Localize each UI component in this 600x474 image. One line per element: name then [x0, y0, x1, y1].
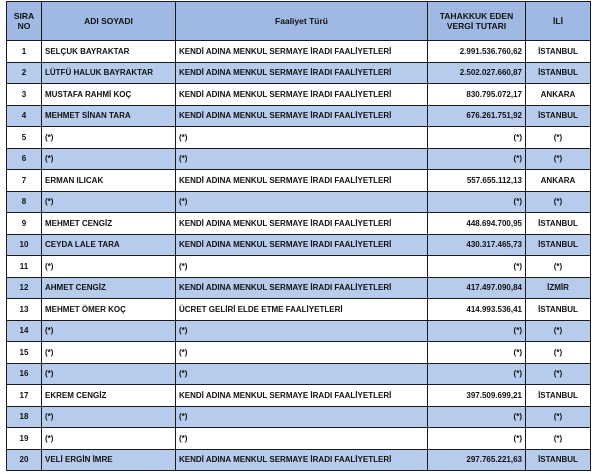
city-cell: (*)	[526, 342, 591, 364]
sira-no-cell: 17	[7, 385, 42, 407]
tax-amount-cell: 417.497.090,84	[428, 277, 526, 299]
table-row	[7, 84, 591, 106]
name-cell: (*)	[42, 406, 176, 428]
header-vergi-tutari	[428, 2, 526, 41]
activity-cell: KENDİ ADINA MENKUL SERMAYE İRADI FAALİYETLERİ	[176, 213, 428, 235]
header-sira-no-line1: SIRA	[13, 11, 35, 21]
activity-cell: KENDİ ADINA MENKUL SERMAYE İRADI FAALİYETLERİ	[176, 234, 428, 256]
activity-cell: (*)	[176, 320, 428, 342]
name-cell: MUSTAFA RAHMİ KOÇ	[42, 84, 176, 106]
city-cell: ANKARA	[526, 170, 591, 192]
header-vergi-tutari-line1: TAHAKKUK EDEN	[439, 11, 514, 21]
taxpayer-table	[6, 1, 591, 471]
table-body	[7, 41, 591, 471]
tax-amount-cell: 830.795.072,17	[428, 84, 526, 106]
sira-no-cell: 12	[7, 277, 42, 299]
name-cell: MEHMET SİNAN TARA	[42, 105, 176, 127]
header-sira-no	[7, 2, 42, 41]
city-cell: ANKARA	[526, 84, 591, 106]
sira-no-cell: 5	[7, 127, 42, 149]
table-row	[7, 428, 591, 450]
city-cell: İSTANBUL	[526, 105, 591, 127]
header-adi-soyadi: ADI SOYADI	[42, 2, 176, 41]
name-cell: (*)	[42, 127, 176, 149]
header-ili: İLİ	[526, 2, 591, 41]
city-cell: (*)	[526, 406, 591, 428]
tax-amount-cell: 397.509.699,21	[428, 385, 526, 407]
city-cell: İSTANBUL	[526, 213, 591, 235]
sira-no-cell: 7	[7, 170, 42, 192]
activity-cell: ÜCRET GELİRİ ELDE ETME FAALİYETLERİ	[176, 299, 428, 321]
sira-no-cell: 15	[7, 342, 42, 364]
header-sira-no-line2: NO	[17, 21, 31, 31]
table-row	[7, 342, 591, 364]
name-cell: LÜTFÜ HALUK BAYRAKTAR	[42, 62, 176, 84]
activity-cell: (*)	[176, 127, 428, 149]
table-row	[7, 191, 591, 213]
table-header	[7, 2, 591, 41]
tax-amount-cell: 448.694.700,95	[428, 213, 526, 235]
sira-no-cell: 1	[7, 41, 42, 63]
activity-cell: KENDİ ADINA MENKUL SERMAYE İRADI FAALİYETLERİ	[176, 62, 428, 84]
sira-no-cell: 4	[7, 105, 42, 127]
table-row	[7, 449, 591, 471]
city-cell: (*)	[526, 428, 591, 450]
tax-amount-cell: 557.655.112,13	[428, 170, 526, 192]
activity-cell: KENDİ ADINA MENKUL SERMAYE İRADI FAALİYETLERİ	[176, 41, 428, 63]
tax-amount-cell: (*)	[428, 363, 526, 385]
activity-cell: (*)	[176, 256, 428, 278]
name-cell: CEYDA LALE TARA	[42, 234, 176, 256]
city-cell: (*)	[526, 320, 591, 342]
city-cell: İSTANBUL	[526, 385, 591, 407]
tax-amount-cell: (*)	[428, 320, 526, 342]
tax-amount-cell: 2.502.027.660,87	[428, 62, 526, 84]
city-cell: İSTANBUL	[526, 234, 591, 256]
name-cell: VELİ ERGİN İMRE	[42, 449, 176, 471]
name-cell: (*)	[42, 363, 176, 385]
activity-cell: (*)	[176, 363, 428, 385]
tax-amount-cell: (*)	[428, 406, 526, 428]
tax-amount-cell: 297.765.221,63	[428, 449, 526, 471]
tax-amount-cell: 430.317.465,73	[428, 234, 526, 256]
table-row	[7, 234, 591, 256]
city-cell: (*)	[526, 256, 591, 278]
tax-amount-cell: 676.261.751,92	[428, 105, 526, 127]
sira-no-cell: 18	[7, 406, 42, 428]
tax-amount-cell: (*)	[428, 428, 526, 450]
activity-cell: (*)	[176, 428, 428, 450]
name-cell: MEHMET ÖMER KOÇ	[42, 299, 176, 321]
activity-cell: (*)	[176, 406, 428, 428]
tax-amount-cell: (*)	[428, 148, 526, 170]
name-cell: (*)	[42, 191, 176, 213]
activity-cell: KENDİ ADINA MENKUL SERMAYE İRADI FAALİYETLERİ	[176, 449, 428, 471]
table-row	[7, 41, 591, 63]
tax-amount-cell: (*)	[428, 256, 526, 278]
city-cell: (*)	[526, 363, 591, 385]
sira-no-cell: 8	[7, 191, 42, 213]
sira-no-cell: 11	[7, 256, 42, 278]
activity-cell: KENDİ ADINA MENKUL SERMAYE İRADI FAALİYETLERİ	[176, 385, 428, 407]
tax-amount-cell: 2.991.536.760,62	[428, 41, 526, 63]
sira-no-cell: 13	[7, 299, 42, 321]
table-row	[7, 320, 591, 342]
activity-cell: KENDİ ADINA MENKUL SERMAYE İRADI FAALİYETLERİ	[176, 277, 428, 299]
table-row	[7, 406, 591, 428]
name-cell: (*)	[42, 342, 176, 364]
name-cell: (*)	[42, 256, 176, 278]
table-row	[7, 170, 591, 192]
table-row	[7, 105, 591, 127]
city-cell: İSTANBUL	[526, 62, 591, 84]
table-row	[7, 213, 591, 235]
city-cell: (*)	[526, 191, 591, 213]
name-cell: (*)	[42, 320, 176, 342]
header-row	[7, 2, 591, 41]
tax-amount-cell: (*)	[428, 191, 526, 213]
tax-amount-cell: (*)	[428, 342, 526, 364]
activity-cell: (*)	[176, 342, 428, 364]
name-cell: (*)	[42, 148, 176, 170]
sira-no-cell: 16	[7, 363, 42, 385]
city-cell: (*)	[526, 127, 591, 149]
table-row	[7, 148, 591, 170]
city-cell: İSTANBUL	[526, 449, 591, 471]
header-vergi-tutari-line2: VERGİ TUTARI	[446, 21, 507, 31]
sira-no-cell: 20	[7, 449, 42, 471]
header-faaliyet-turu: Faaliyet Türü	[176, 2, 428, 41]
tax-amount-cell: (*)	[428, 127, 526, 149]
tax-amount-cell: 414.993.536,41	[428, 299, 526, 321]
city-cell: İSTANBUL	[526, 41, 591, 63]
table-row	[7, 299, 591, 321]
city-cell: İSTANBUL	[526, 299, 591, 321]
table-row	[7, 256, 591, 278]
table-row	[7, 62, 591, 84]
table-row	[7, 127, 591, 149]
name-cell: AHMET CENGİZ	[42, 277, 176, 299]
name-cell: EKREM CENGİZ	[42, 385, 176, 407]
activity-cell: KENDİ ADINA MENKUL SERMAYE İRADI FAALİYETLERİ	[176, 105, 428, 127]
activity-cell: (*)	[176, 148, 428, 170]
table-row	[7, 385, 591, 407]
sira-no-cell: 19	[7, 428, 42, 450]
sira-no-cell: 9	[7, 213, 42, 235]
table-row	[7, 363, 591, 385]
sira-no-cell: 14	[7, 320, 42, 342]
city-cell: İZMİR	[526, 277, 591, 299]
sira-no-cell: 3	[7, 84, 42, 106]
activity-cell: (*)	[176, 191, 428, 213]
name-cell: (*)	[42, 428, 176, 450]
sira-no-cell: 6	[7, 148, 42, 170]
activity-cell: KENDİ ADINA MENKUL SERMAYE İRADI FAALİYETLERİ	[176, 84, 428, 106]
name-cell: ERMAN ILICAK	[42, 170, 176, 192]
name-cell: MEHMET CENGİZ	[42, 213, 176, 235]
table-row	[7, 277, 591, 299]
sira-no-cell: 10	[7, 234, 42, 256]
sira-no-cell: 2	[7, 62, 42, 84]
city-cell: (*)	[526, 148, 591, 170]
activity-cell: KENDİ ADINA MENKUL SERMAYE İRADI FAALİYETLERİ	[176, 170, 428, 192]
name-cell: SELÇUK BAYRAKTAR	[42, 41, 176, 63]
